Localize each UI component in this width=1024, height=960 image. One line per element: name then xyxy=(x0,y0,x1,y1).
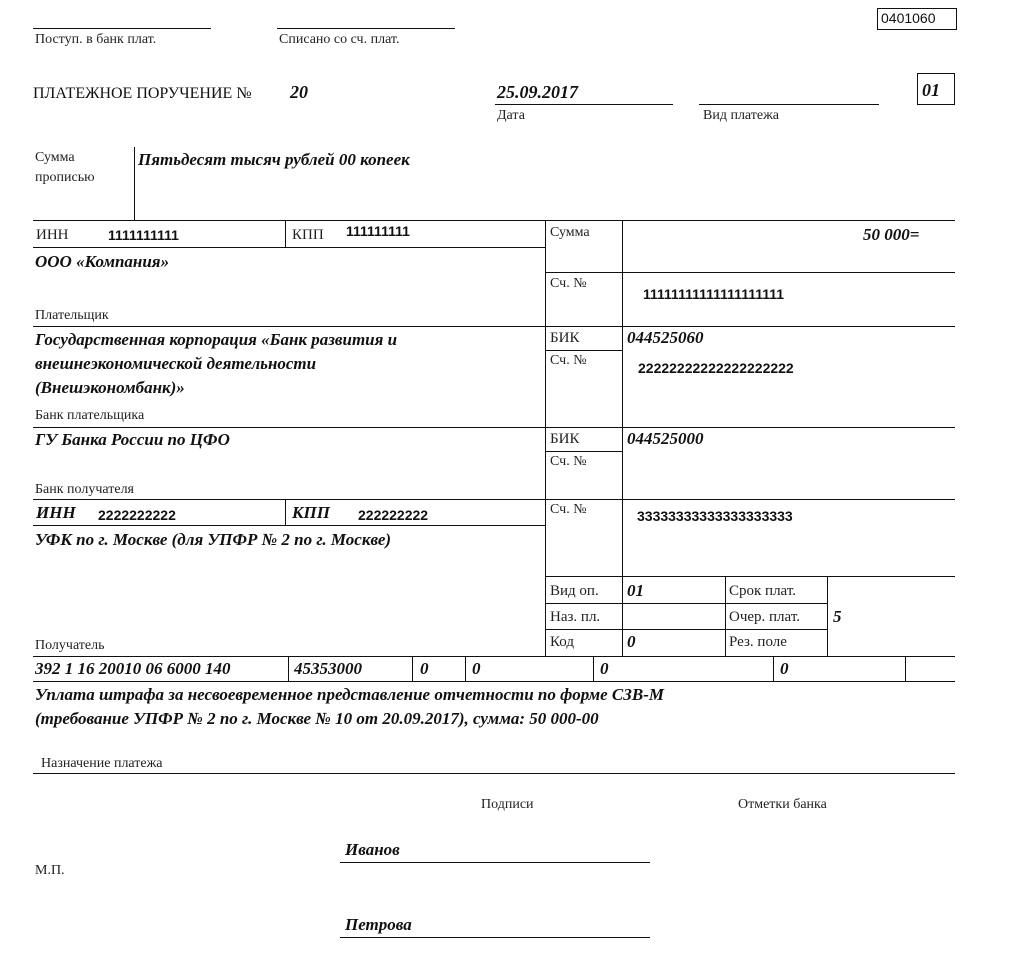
payer-account-label: Сч. № xyxy=(550,276,587,291)
form-code: 0401060 xyxy=(881,10,936,26)
payer-bank-bottom xyxy=(33,427,955,428)
priority-value: 5 xyxy=(833,607,842,626)
tax-div-3 xyxy=(465,656,466,681)
payee-bank-role-label: Банк получателя xyxy=(35,482,134,497)
tax-kbk: 392 1 16 20010 06 6000 140 xyxy=(35,659,231,678)
payer-bottom xyxy=(33,326,955,327)
payer-kpp: 111111111 xyxy=(346,223,410,239)
payer-bank-account-label: Сч. № xyxy=(550,353,587,368)
op-type: 01 xyxy=(627,581,644,600)
label-col-right xyxy=(622,220,623,576)
payer-bank-role-label: Банк плательщика xyxy=(35,408,145,423)
op-col-right2 xyxy=(827,576,828,656)
payer-bank-name-3: (Внешэкономбанк)» xyxy=(35,378,185,397)
page-title: ПЛАТЕЖНОЕ ПОРУЧЕНИЕ № xyxy=(33,85,252,102)
purpose-line-2: (требование УПФР № 2 по г. Москве № 10 от 20.09.2017), сумма: 50 000-00 xyxy=(35,709,599,728)
reserve-label: Рез. поле xyxy=(729,634,787,650)
payee-account: 33333333333333333333 xyxy=(637,508,793,524)
payee-inn: 2222222222 xyxy=(98,507,176,523)
payer-sum-label: Сумма xyxy=(550,225,590,240)
grid-top-line xyxy=(33,220,955,221)
signer-1: Иванов xyxy=(345,840,400,859)
payee-name: УФК по г. Москве (для УПФР № 2 по г. Москве) xyxy=(35,530,392,549)
tax-div-1 xyxy=(288,656,289,681)
received-line xyxy=(33,28,211,29)
payer-bank-account: 22222222222222222222 xyxy=(638,360,794,376)
label-col-left xyxy=(545,220,546,656)
status-code: 01 xyxy=(922,80,940,100)
tax-row-bottom xyxy=(33,681,955,682)
payer-bank-bik: 044525060 xyxy=(627,328,704,347)
payer-bank-name-2: внешнеэкономической деятельности xyxy=(35,354,317,373)
term-label: Срок плат. xyxy=(729,583,797,599)
payment-type-label: Вид платежа xyxy=(703,108,780,123)
payee-bank-bik-label: БИК xyxy=(550,431,580,447)
signer-1-line xyxy=(340,862,650,863)
purpose-bottom-line xyxy=(33,773,955,774)
tax-div-5 xyxy=(773,656,774,681)
amount-words-value: Пятьдесят тысяч рублей 00 копеек xyxy=(138,150,410,169)
payer-bank-name-1: Государственная корпорация «Банк развития и xyxy=(35,330,398,349)
payee-inn-kpp-divider xyxy=(285,499,286,525)
signatures-label: Подписи xyxy=(481,797,534,812)
amount-words-label-2: прописью xyxy=(35,170,95,185)
debited-line xyxy=(277,28,455,29)
payer-bank-bik-label: БИК xyxy=(550,330,580,346)
payee-kpp: 222222222 xyxy=(358,507,429,523)
tax-div-2 xyxy=(412,656,413,681)
bik1-bottom xyxy=(545,350,622,351)
amount-words-label-1: Сумма xyxy=(35,150,75,165)
tax-row-top xyxy=(33,656,955,657)
payee-bank-name: ГУ Банка России по ЦФО xyxy=(35,430,230,449)
signer-2-line xyxy=(340,937,650,938)
payee-inn-bottom xyxy=(33,525,545,526)
tax-field-5: 0 xyxy=(600,659,609,678)
payee-bank-account-label: Сч. № xyxy=(550,454,587,469)
bik2-bottom xyxy=(545,451,622,452)
payer-account: 11111111111111111111 xyxy=(643,286,785,302)
payee-role-label: Получатель xyxy=(35,638,105,653)
code-label: Код xyxy=(550,634,574,650)
tax-oktmo: 45353000 xyxy=(294,659,362,678)
payer-name: ООО «Компания» xyxy=(35,252,170,271)
purpose-code-label: Наз. пл. xyxy=(550,609,601,625)
inn-kpp-divider xyxy=(285,220,286,247)
priority-label: Очер. плат. xyxy=(729,609,800,625)
inn-row-bottom xyxy=(33,247,545,248)
payee-bank-bottom xyxy=(33,499,955,500)
tax-field-4: 0 xyxy=(472,659,481,678)
payee-kpp-label: КПП xyxy=(292,503,330,522)
tax-field-6: 0 xyxy=(780,659,789,678)
order-date: 25.09.2017 xyxy=(497,82,578,102)
tax-div-4 xyxy=(593,656,594,681)
debited-label: Списано со сч. плат. xyxy=(279,32,400,47)
op-type-label: Вид оп. xyxy=(550,583,599,599)
code-value: 0 xyxy=(627,632,636,651)
date-label: Дата xyxy=(497,108,525,123)
payer-kpp-label: КПП xyxy=(292,227,324,243)
amount-words-divider xyxy=(134,147,135,220)
op-row-mid2 xyxy=(545,629,827,630)
tax-div-6 xyxy=(905,656,906,681)
tax-field-3: 0 xyxy=(420,659,429,678)
received-label: Поступ. в банк плат. xyxy=(35,32,157,47)
date-line xyxy=(495,104,673,105)
op-row-mid1 xyxy=(545,603,827,604)
payment-type-line xyxy=(699,104,879,105)
op-col-mid xyxy=(622,576,623,656)
payee-account-label: Сч. № xyxy=(550,502,587,517)
payee-bank-bik: 044525000 xyxy=(627,429,704,448)
payee-inn-label: ИНН xyxy=(36,503,76,522)
bank-marks-label: Отметки банка xyxy=(738,797,827,812)
op-row-top xyxy=(545,576,955,577)
payer-inn-label: ИНН xyxy=(36,227,69,243)
payer-inn: 1111111111 xyxy=(108,227,179,243)
sum-row-bottom xyxy=(545,272,955,273)
op-col-right1 xyxy=(725,576,726,656)
purpose-label: Назначение платежа xyxy=(41,756,163,771)
stamp-label: М.П. xyxy=(35,863,65,878)
order-number: 20 xyxy=(290,82,308,102)
purpose-line-1: Уплата штрафа за несвоевременное представление отчетности по форме СЗВ-М xyxy=(35,685,664,704)
payer-role-label: Плательщик xyxy=(35,308,109,323)
signer-2: Петрова xyxy=(345,915,412,934)
payer-sum: 50 000= xyxy=(863,225,920,244)
